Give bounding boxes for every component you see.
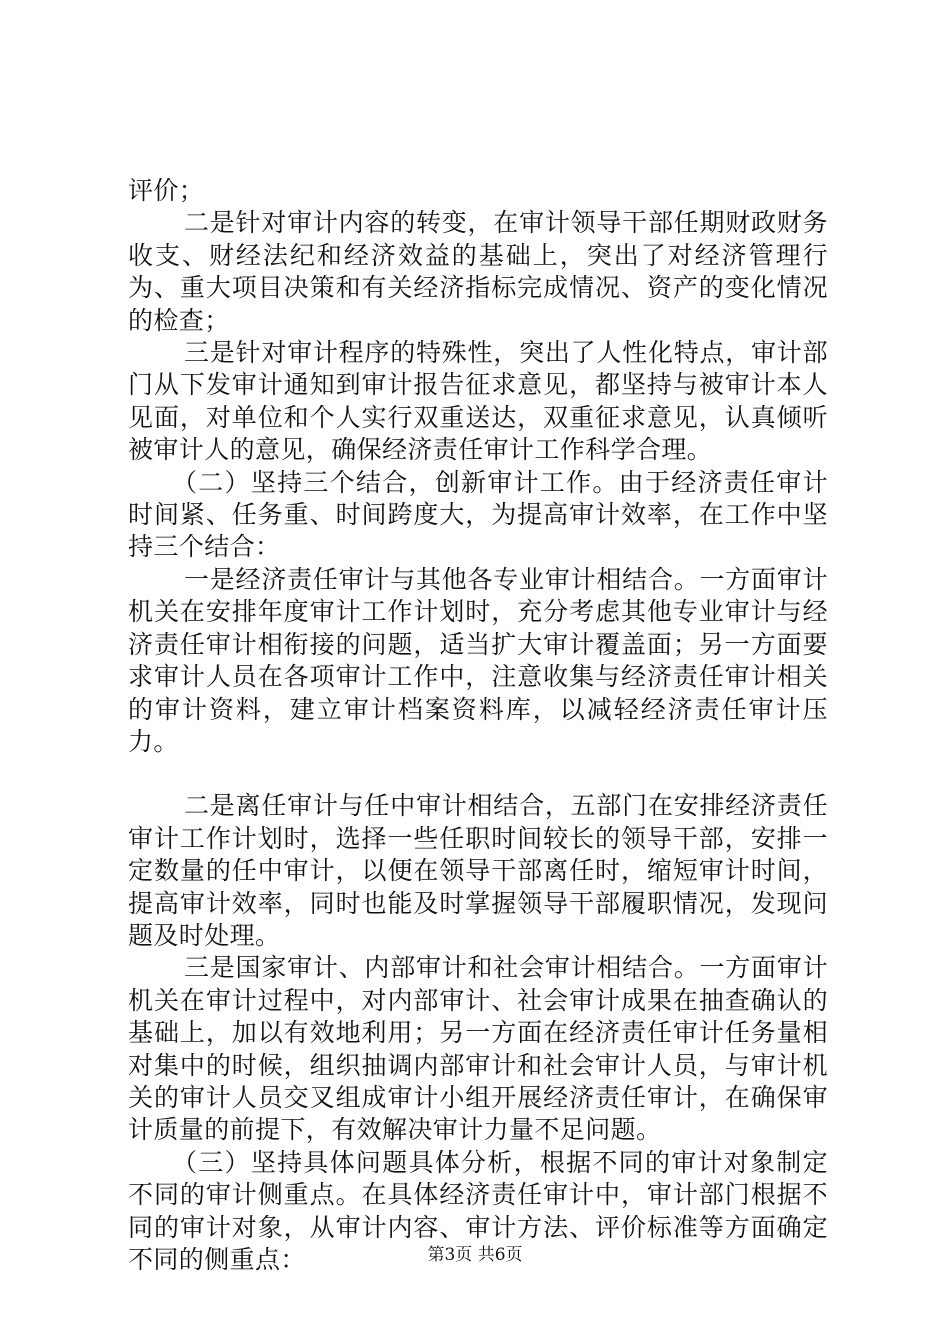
paragraph-combination-one: 一是经济责任审计与其他各专业审计相结合。一方面审计机关在安排年度审计工作计划时，充分考虑其他专业审计与经济责任审计相衔接的问题，适当扩大审计覆盖面；另一方面要求审计人员在各项审计工作中，注意收集与经济责任审计相关的审计资料，建立审计档案资料库，以减轻经济责任审计压力。 [128,564,828,756]
paragraph-audit-content: 二是针对审计内容的转变，在审计领导干部任期财政财务收支、财经法纪和经济效益的基础上，突出了对经济管理行为、重大项目决策和有关经济指标完成情况、资产的变化情况的检查； [128,208,828,335]
paragraph-combination-two: 二是离任审计与任中审计相结合，五部门在安排经济责任审计工作计划时，选择一些任职时间较长的领导干部，安排一定数量的任中审计，以便在领导干部离任时，缩短审计时间，提高审计效率，同时也能及时掌握领导干部履职情况，发现问题及时处理。 [128,791,828,950]
paragraph-section-two-heading: （二）坚持三个结合，创新审计工作。由于经济责任审计时间紧、任务重、时间跨度大，为提高审计效率，在工作中坚持三个结合： [128,467,828,562]
paragraph-audit-procedure: 三是针对审计程序的特殊性，突出了人性化特点，审计部门从下发审计通知到审计报告征求意见，都坚持与被审计本人见面，对单位和个人实行双重送达，双重征求意见，认真倾听被审计人的意见，确保经济责任审计工作科学合理。 [128,338,828,465]
paragraph-spacer [128,758,828,790]
page-number-footer: 第3页 共6页 [427,1245,523,1265]
paragraph-continuation: 评价； [128,176,205,205]
paragraph-section-three-heading: （三）坚持具体问题具体分析，根据不同的审计对象制定不同的审计侧重点。在具体经济责任审计中，审计部门根据不同的审计对象，从审计内容、审计方法、评价标准等方面确定不同的侧重点： [128,1147,828,1274]
document-body [128,175,828,1276]
paragraph-combination-three: 三是国家审计、内部审计和社会审计相结合。一方面审计机关在审计过程中，对内部审计、社会审计成果在抽查确认的基础上，加以有效地利用；另一方面在经济责任审计任务量相对集中的时候，组织抽调内部审计和社会审计人员，与审计机关的审计人员交叉组成审计小组开展经济责任审计，在确保审计质量的前提下，有效解决审计力量不足问题。 [128,953,828,1145]
